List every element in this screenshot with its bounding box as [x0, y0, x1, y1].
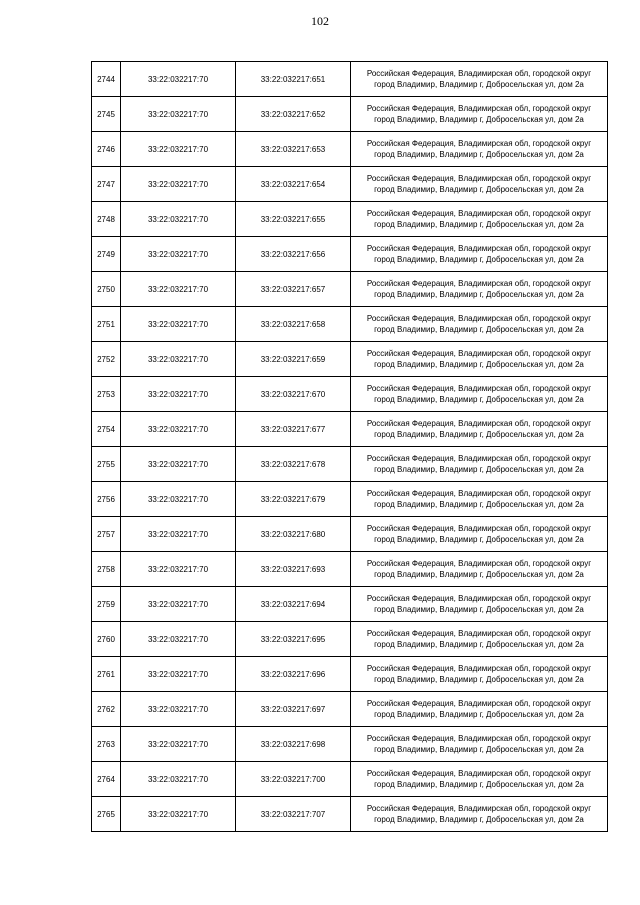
row-number-cell: 2757 [92, 517, 121, 552]
address-cell [351, 657, 608, 692]
address-cell [351, 167, 608, 202]
address-line: город Владимир, Владимир г, Добросельская ул, дом 2а [374, 255, 584, 264]
cadastral-number-cell: 33:22:032217:698 [236, 727, 351, 762]
parent-cadastral-number-cell: 33:22:032217:70 [121, 762, 236, 797]
address-line: город Владимир, Владимир г, Добросельская ул, дом 2а [374, 150, 584, 159]
table-row [92, 307, 608, 342]
address-cell [351, 412, 608, 447]
table-row [92, 622, 608, 657]
address-line: Российская Федерация, Владимирская обл, городской округ [366, 524, 592, 533]
address-line: город Владимир, Владимир г, Добросельская ул, дом 2а [374, 780, 584, 789]
address-line: город Владимир, Владимир г, Добросельская ул, дом 2а [374, 465, 584, 474]
parent-cadastral-number-cell: 33:22:032217:70 [121, 342, 236, 377]
table-row [92, 412, 608, 447]
address-line: Российская Федерация, Владимирская обл, городской округ [366, 314, 592, 323]
address-line: Российская Федерация, Владимирская обл, городской округ [366, 629, 592, 638]
cadastral-number-cell: 33:22:032217:653 [236, 132, 351, 167]
row-number-cell: 2746 [92, 132, 121, 167]
address-line: Российская Федерация, Владимирская обл, городской округ [366, 244, 592, 253]
address-line: Российская Федерация, Владимирская обл, городской округ [366, 594, 592, 603]
cadastral-number-cell: 33:22:032217:700 [236, 762, 351, 797]
address-cell [351, 62, 608, 97]
parent-cadastral-number-cell: 33:22:032217:70 [121, 447, 236, 482]
parent-cadastral-number-cell: 33:22:032217:70 [121, 692, 236, 727]
table-row [92, 587, 608, 622]
row-number-cell: 2752 [92, 342, 121, 377]
address-cell [351, 482, 608, 517]
row-number-cell: 2763 [92, 727, 121, 762]
parent-cadastral-number-cell: 33:22:032217:70 [121, 272, 236, 307]
address-cell [351, 552, 608, 587]
address-line: Российская Федерация, Владимирская обл, городской округ [366, 209, 592, 218]
address-cell [351, 272, 608, 307]
address-line: город Владимир, Владимир г, Добросельская ул, дом 2а [374, 430, 584, 439]
address-cell [351, 202, 608, 237]
address-line: город Владимир, Владимир г, Добросельская ул, дом 2а [374, 570, 584, 579]
parent-cadastral-number-cell: 33:22:032217:70 [121, 482, 236, 517]
row-number-cell: 2756 [92, 482, 121, 517]
table-row [92, 447, 608, 482]
cadastral-number-cell: 33:22:032217:670 [236, 377, 351, 412]
address-line: город Владимир, Владимир г, Добросельская ул, дом 2а [374, 535, 584, 544]
row-number-cell: 2759 [92, 587, 121, 622]
cadastral-number-cell: 33:22:032217:659 [236, 342, 351, 377]
address-cell [351, 587, 608, 622]
row-number-cell: 2747 [92, 167, 121, 202]
address-cell [351, 342, 608, 377]
address-line: город Владимир, Владимир г, Добросельская ул, дом 2а [374, 290, 584, 299]
address-line: Российская Федерация, Владимирская обл, городской округ [366, 454, 592, 463]
page-number: 102 [311, 14, 329, 28]
cadastral-number-cell: 33:22:032217:656 [236, 237, 351, 272]
row-number-cell: 2762 [92, 692, 121, 727]
address-cell [351, 622, 608, 657]
address-line: Российская Федерация, Владимирская обл, городской округ [366, 104, 592, 113]
table-row [92, 62, 608, 97]
address-cell [351, 97, 608, 132]
address-line: город Владимир, Владимир г, Добросельская ул, дом 2а [374, 605, 584, 614]
row-number-cell: 2755 [92, 447, 121, 482]
address-line: город Владимир, Владимир г, Добросельская ул, дом 2а [374, 395, 584, 404]
row-number-cell: 2749 [92, 237, 121, 272]
address-line: город Владимир, Владимир г, Добросельская ул, дом 2а [374, 745, 584, 754]
parent-cadastral-number-cell: 33:22:032217:70 [121, 552, 236, 587]
row-number-cell: 2765 [92, 797, 121, 832]
cadastral-number-cell: 33:22:032217:693 [236, 552, 351, 587]
row-number-cell: 2761 [92, 657, 121, 692]
table-row [92, 482, 608, 517]
table-row [92, 727, 608, 762]
address-line: город Владимир, Владимир г, Добросельская ул, дом 2а [374, 80, 584, 89]
row-number-cell: 2754 [92, 412, 121, 447]
cadastral-number-cell: 33:22:032217:678 [236, 447, 351, 482]
parent-cadastral-number-cell: 33:22:032217:70 [121, 377, 236, 412]
cadastral-number-cell: 33:22:032217:680 [236, 517, 351, 552]
address-line: Российская Федерация, Владимирская обл, городской округ [366, 734, 592, 743]
address-line: Российская Федерация, Владимирская обл, городской округ [366, 279, 592, 288]
table-row [92, 657, 608, 692]
parent-cadastral-number-cell: 33:22:032217:70 [121, 167, 236, 202]
row-number-cell: 2748 [92, 202, 121, 237]
table-row [92, 97, 608, 132]
cadastral-registry-table [91, 61, 608, 832]
cadastral-number-cell: 33:22:032217:697 [236, 692, 351, 727]
address-line: Российская Федерация, Владимирская обл, городской округ [366, 174, 592, 183]
address-line: город Владимир, Владимир г, Добросельская ул, дом 2а [374, 710, 584, 719]
address-line: Российская Федерация, Владимирская обл, городской округ [366, 384, 592, 393]
row-number-cell: 2753 [92, 377, 121, 412]
address-line: Российская Федерация, Владимирская обл, городской округ [366, 804, 592, 813]
parent-cadastral-number-cell: 33:22:032217:70 [121, 797, 236, 832]
parent-cadastral-number-cell: 33:22:032217:70 [121, 202, 236, 237]
row-number-cell: 2760 [92, 622, 121, 657]
address-cell [351, 692, 608, 727]
row-number-cell: 2751 [92, 307, 121, 342]
parent-cadastral-number-cell: 33:22:032217:70 [121, 132, 236, 167]
address-line: Российская Федерация, Владимирская обл, городской округ [366, 419, 592, 428]
address-line: город Владимир, Владимир г, Добросельская ул, дом 2а [374, 675, 584, 684]
parent-cadastral-number-cell: 33:22:032217:70 [121, 307, 236, 342]
table-row [92, 202, 608, 237]
address-line: Российская Федерация, Владимирская обл, городской округ [366, 69, 592, 78]
address-line: город Владимир, Владимир г, Добросельская ул, дом 2а [374, 500, 584, 509]
cadastral-number-cell: 33:22:032217:651 [236, 62, 351, 97]
address-cell [351, 132, 608, 167]
address-line: Российская Федерация, Владимирская обл, городской округ [366, 349, 592, 358]
cadastral-number-cell: 33:22:032217:658 [236, 307, 351, 342]
row-number-cell: 2750 [92, 272, 121, 307]
cadastral-number-cell: 33:22:032217:652 [236, 97, 351, 132]
cadastral-number-cell: 33:22:032217:679 [236, 482, 351, 517]
table-row [92, 167, 608, 202]
cadastral-number-cell: 33:22:032217:696 [236, 657, 351, 692]
address-line: Российская Федерация, Владимирская обл, городской округ [366, 559, 592, 568]
parent-cadastral-number-cell: 33:22:032217:70 [121, 62, 236, 97]
parent-cadastral-number-cell: 33:22:032217:70 [121, 237, 236, 272]
parent-cadastral-number-cell: 33:22:032217:70 [121, 412, 236, 447]
table-row [92, 762, 608, 797]
row-number-cell: 2764 [92, 762, 121, 797]
address-line: город Владимир, Владимир г, Добросельская ул, дом 2а [374, 185, 584, 194]
parent-cadastral-number-cell: 33:22:032217:70 [121, 97, 236, 132]
parent-cadastral-number-cell: 33:22:032217:70 [121, 622, 236, 657]
table-row [92, 237, 608, 272]
table-row [92, 692, 608, 727]
address-line: город Владимир, Владимир г, Добросельская ул, дом 2а [374, 220, 584, 229]
address-line: город Владимир, Владимир г, Добросельская ул, дом 2а [374, 360, 584, 369]
row-number-cell: 2758 [92, 552, 121, 587]
cadastral-number-cell: 33:22:032217:677 [236, 412, 351, 447]
address-cell [351, 377, 608, 412]
cadastral-number-cell: 33:22:032217:695 [236, 622, 351, 657]
row-number-cell: 2744 [92, 62, 121, 97]
address-cell [351, 447, 608, 482]
address-cell [351, 237, 608, 272]
table-row [92, 797, 608, 832]
address-line: Российская Федерация, Владимирская обл, городской округ [366, 664, 592, 673]
row-number-cell: 2745 [92, 97, 121, 132]
cadastral-number-cell: 33:22:032217:655 [236, 202, 351, 237]
address-line: Российская Федерация, Владимирская обл, городской округ [366, 699, 592, 708]
address-line: Российская Федерация, Владимирская обл, городской округ [366, 769, 592, 778]
cadastral-number-cell: 33:22:032217:694 [236, 587, 351, 622]
parent-cadastral-number-cell: 33:22:032217:70 [121, 657, 236, 692]
cadastral-number-cell: 33:22:032217:707 [236, 797, 351, 832]
table-row [92, 132, 608, 167]
table-row [92, 377, 608, 412]
parent-cadastral-number-cell: 33:22:032217:70 [121, 727, 236, 762]
address-cell [351, 797, 608, 832]
table-row [92, 517, 608, 552]
address-cell [351, 727, 608, 762]
cadastral-number-cell: 33:22:032217:657 [236, 272, 351, 307]
address-line: город Владимир, Владимир г, Добросельская ул, дом 2а [374, 115, 584, 124]
address-line: город Владимир, Владимир г, Добросельская ул, дом 2а [374, 325, 584, 334]
table-row [92, 272, 608, 307]
address-cell [351, 307, 608, 342]
address-line: Российская Федерация, Владимирская обл, городской округ [366, 139, 592, 148]
address-line: город Владимир, Владимир г, Добросельская ул, дом 2а [374, 815, 584, 824]
table-row [92, 342, 608, 377]
address-cell [351, 762, 608, 797]
parent-cadastral-number-cell: 33:22:032217:70 [121, 587, 236, 622]
address-cell [351, 517, 608, 552]
parent-cadastral-number-cell: 33:22:032217:70 [121, 517, 236, 552]
table-row [92, 552, 608, 587]
address-line: Российская Федерация, Владимирская обл, городской округ [366, 489, 592, 498]
address-line: город Владимир, Владимир г, Добросельская ул, дом 2а [374, 640, 584, 649]
cadastral-number-cell: 33:22:032217:654 [236, 167, 351, 202]
